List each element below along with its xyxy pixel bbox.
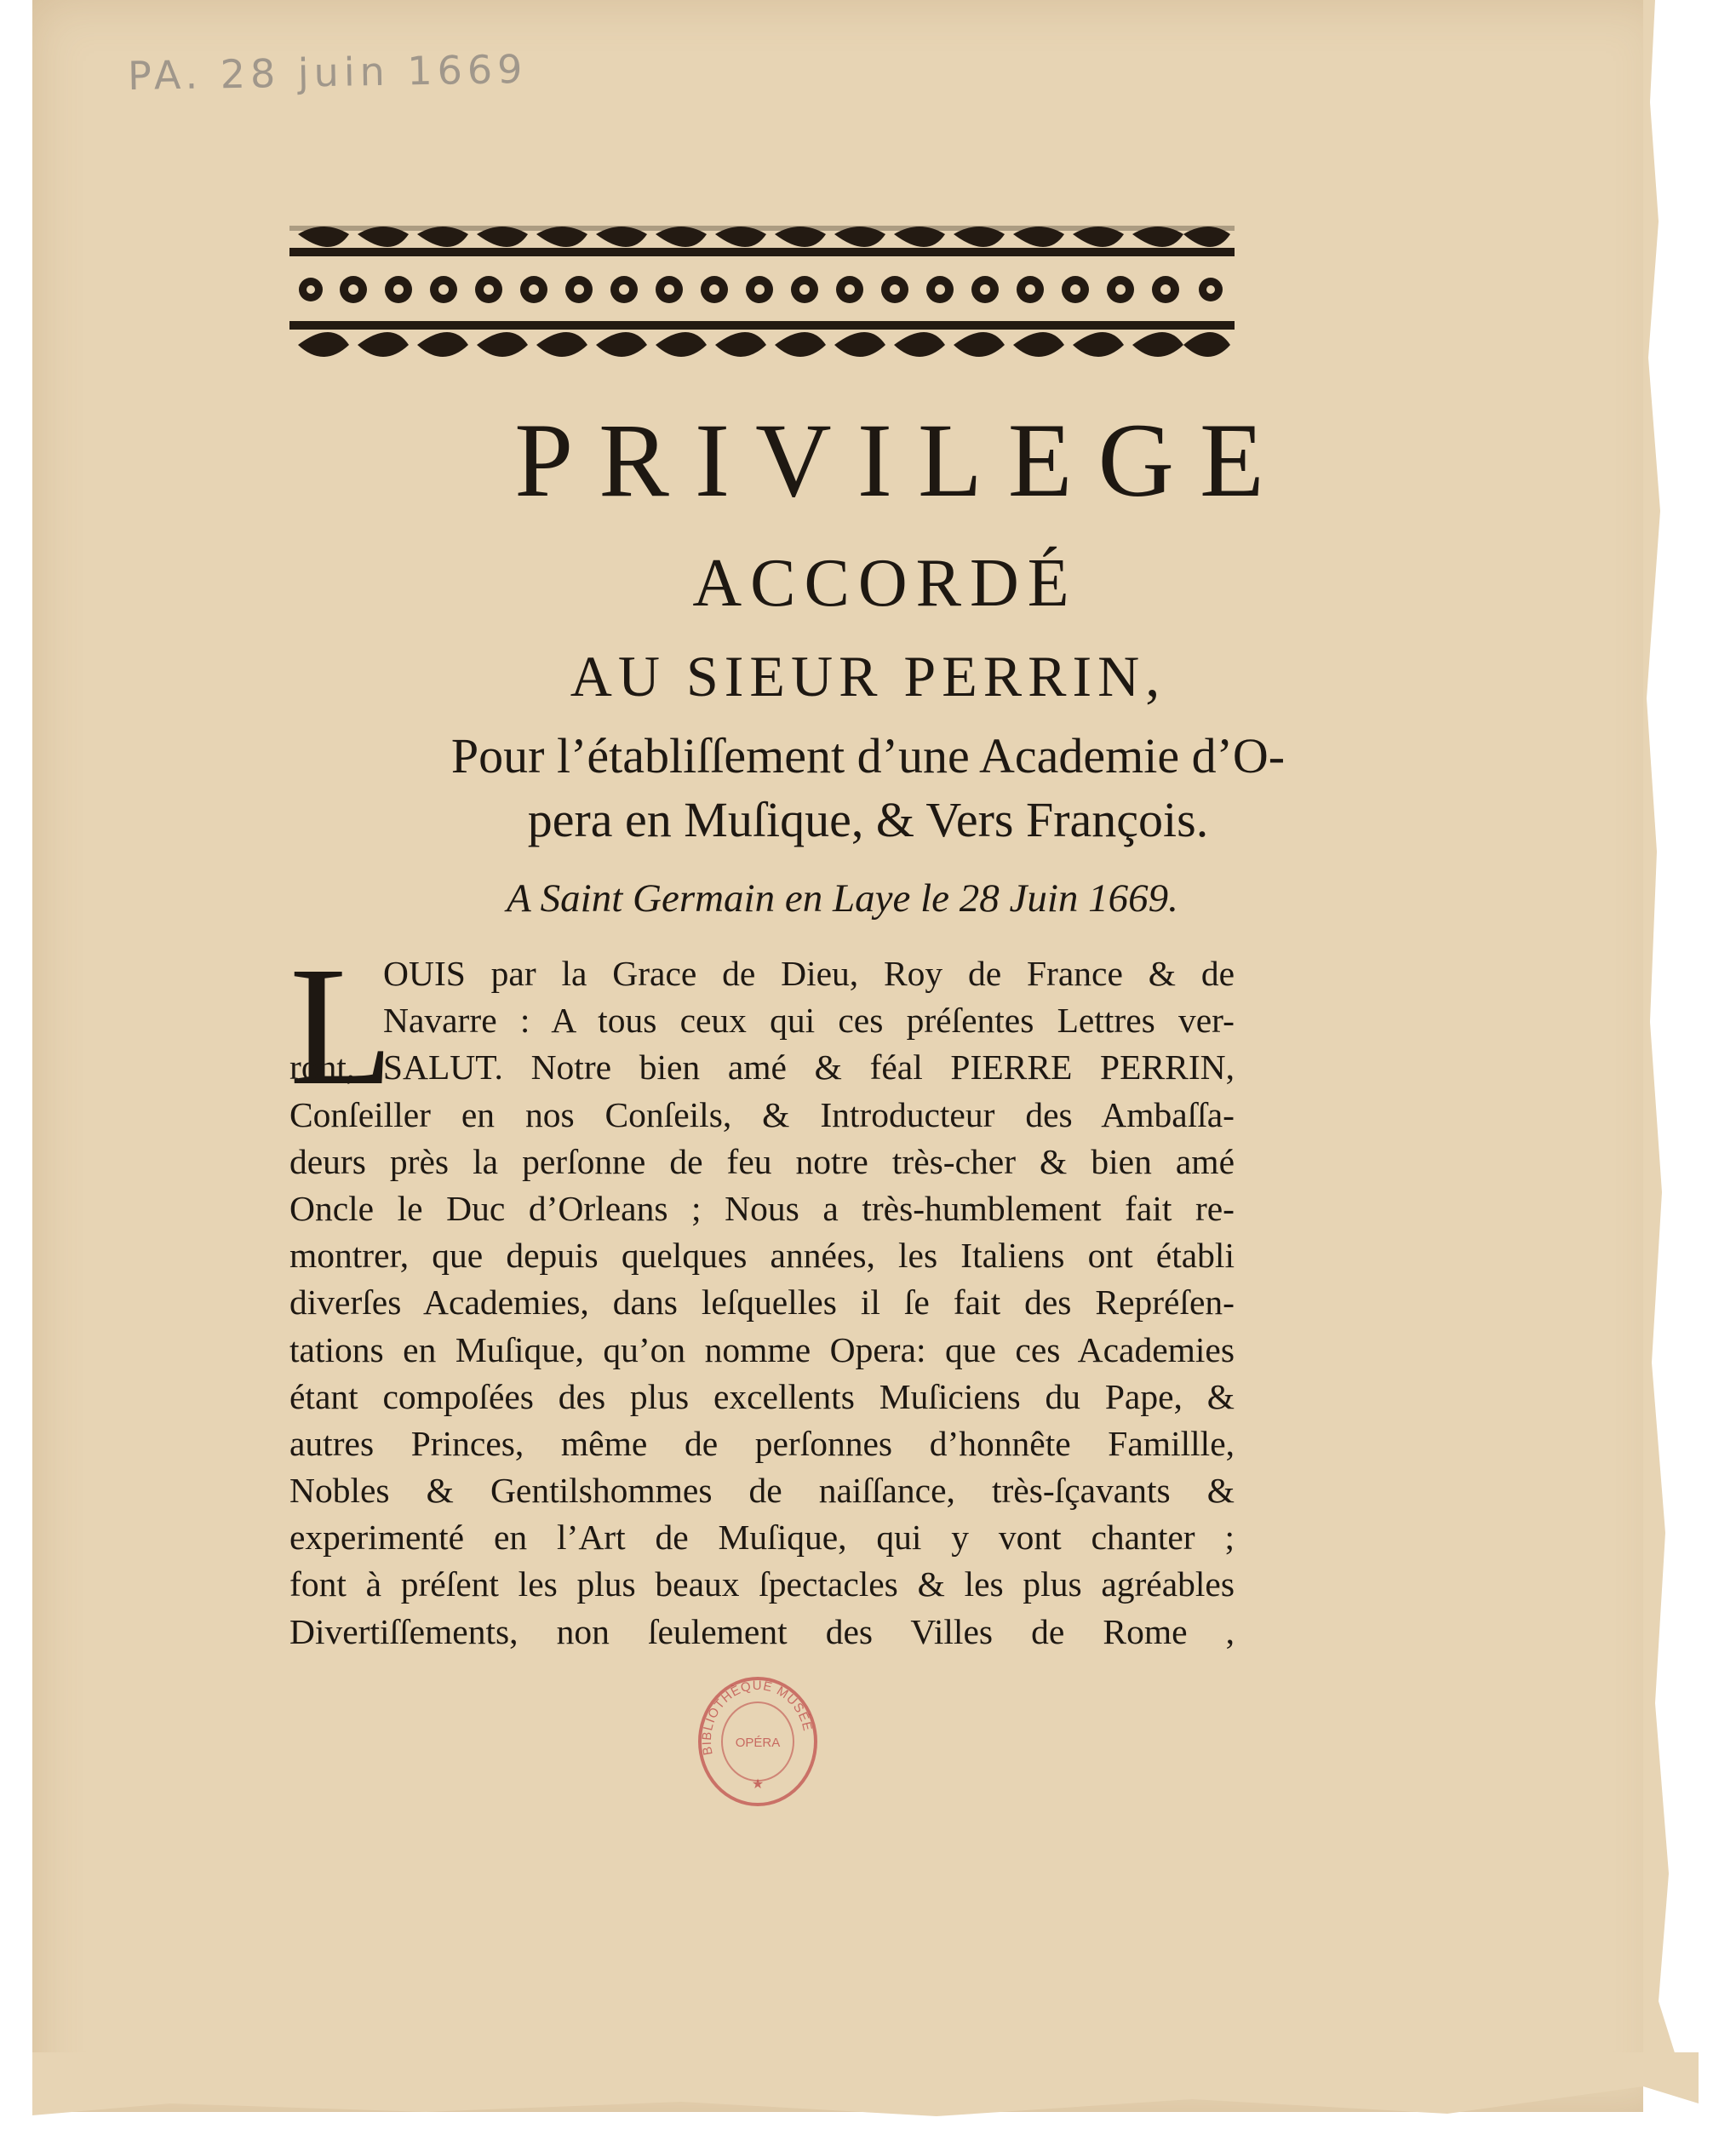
torn-right-edge: [1643, 0, 1703, 2129]
library-stamp: [694, 1673, 822, 1810]
body-line: Conſeiller en nos Conſeils, & Introducteur des Ambaſſa-: [289, 1094, 1235, 1134]
body-line: Oncle le Duc d’Orleans ; Nous a très-humblement fait re-: [289, 1188, 1235, 1228]
body-line: Nobles & Gentilshommes de naiſſance, très-ſçavants &: [289, 1471, 1235, 1511]
body-line: diverſes Academies, dans leſquelles il ſe fait des Repréſen-: [289, 1283, 1235, 1323]
ornament-row-top: [289, 227, 1235, 256]
body-line: deurs près la perſonne de feu notre très-cher & bien amé: [289, 1141, 1235, 1181]
subtitle-line-1: Pour l’établiſſement d’une Academie d’O-: [450, 728, 1286, 783]
subtitle: [0, 724, 1736, 852]
stamp-ring-text: BIBLIOTHÈQUE MUSÉE: [699, 1678, 816, 1757]
star-icon: ★: [751, 1776, 765, 1792]
stamp-inner-text: OPÉRA: [735, 1736, 781, 1750]
body-line: OUIS par la Grace de Dieu, Roy de France & de: [383, 954, 1235, 993]
body-line: font à préſent les plus beaux ſpectacles & les plus agréables: [289, 1564, 1235, 1604]
title-privilege: PRIVILEGE: [514, 402, 1290, 519]
body-line: autres Princes, même de perſonnes d’honnête Famillle,: [289, 1423, 1235, 1463]
subtitle-line-2: pera en Muſique, & Vers François.: [527, 792, 1209, 847]
body-line: tations en Muſique, qu’on nomme Opera: que ces Academies: [289, 1329, 1235, 1369]
body-line: Divertiſſements, non ſeulement des Villes de Rome ,: [289, 1611, 1235, 1651]
body-line: étant compoſées des plus excellents Muſiciens du Pape, &: [289, 1376, 1235, 1416]
body-text: [289, 950, 1235, 1656]
ornament-row-bottom: [289, 321, 1235, 357]
title-sieur-perrin: AU SIEUR PERRIN,: [570, 644, 1166, 709]
ornamental-header-band: [289, 217, 1235, 370]
torn-bottom-edge: [0, 2052, 1736, 2129]
date-line: A Saint Germain en Laye le 28 Juin 1669.: [507, 876, 1178, 921]
body-line: montrer, que depuis quelques années, les Italiens ont établi: [289, 1236, 1235, 1276]
drop-cap-initial: L: [289, 933, 394, 1121]
body-line: experimenté en l’Art de Muſique, qui y vont chanter ;: [289, 1518, 1235, 1558]
pencil-annotation: PA. 28 juin 1669: [127, 45, 528, 100]
title-accorde: ACCORDÉ: [692, 546, 1078, 621]
body-line: Navarre : A tous ceux qui ces préſentes Lettres ver-: [383, 1001, 1235, 1041]
body-line: ront, SALUT. Notre bien amé & féal PIERRE PERRIN,: [289, 1047, 1235, 1087]
